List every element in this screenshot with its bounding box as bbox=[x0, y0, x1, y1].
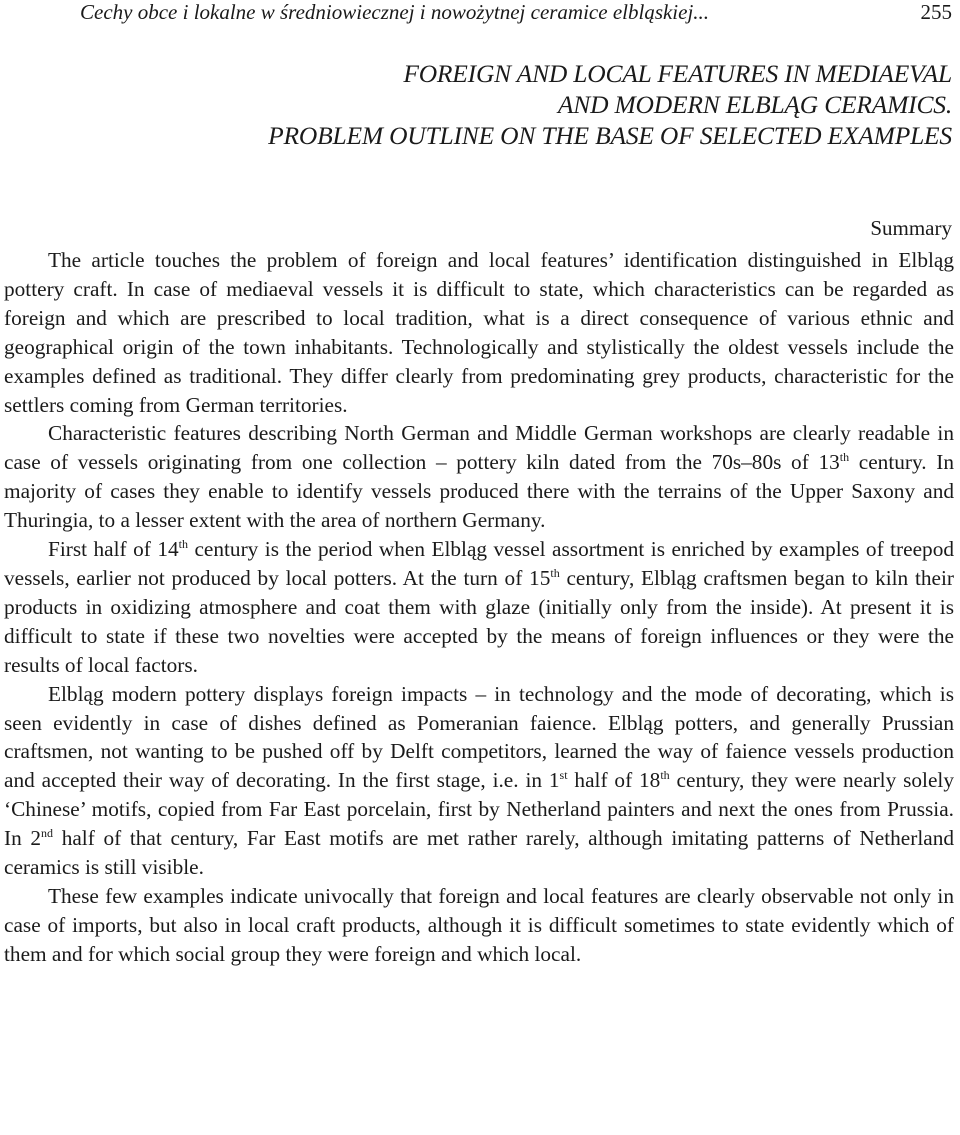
summary-body bbox=[4, 246, 954, 969]
paragraph-4 bbox=[4, 680, 954, 882]
paragraph-4-text-b: half of 18 bbox=[567, 768, 661, 793]
paragraph-3-text-a: First half of 14 bbox=[48, 537, 179, 562]
paragraph-4-text-c: century, they were nearly solely ‘Chinese’ motifs, copied from Far East porcelain, first by Netherland painters and next the ones from Prussia. In 2 bbox=[4, 768, 954, 851]
ordinal-suffix: th bbox=[660, 768, 670, 783]
running-head-title: Cechy obce i lokalne w średniowiecznej i nowożytnej ceramice elbląskiej... bbox=[80, 0, 710, 24]
paragraph-2-text-b: century. In majority of cases they enable to identify vessels produced there with the terrains of the Upper Saxony and Thuringia, to a lesser extent with the area of northern Germany. bbox=[4, 450, 954, 533]
ordinal-suffix: th bbox=[550, 565, 560, 580]
article-title bbox=[268, 58, 952, 151]
paragraph-4-text-d: half of that century, Far East motifs are met rather rarely, although imitating patterns of Netherland ceramics is still visible. bbox=[4, 826, 954, 880]
paragraph-3-text-b: century is the period when Elbląg vessel assortment is enriched by examples of treepod vessels, earlier not produced by local potters. At the turn of 15 bbox=[4, 537, 954, 590]
page-number: 255 bbox=[920, 0, 952, 24]
paragraph-4-text-a: Elbląg modern pottery displays foreign impacts – in technology and the mode of decorating, which is seen evidently in case of dishes defined as Pomeranian faience. Elbląg potters, and generally Prussian craftsmen, not wanting to be pushed off by Delft competitors, learned the way of faience vessels production and accepted their way of decorating. In the first stage, i.e. in 1 bbox=[4, 681, 954, 793]
ordinal-suffix: st bbox=[559, 768, 568, 783]
paragraph-1: The article touches the problem of foreign and local features’ identification distinguished in Elbląg pottery craft. In case of mediaeval vessels it is difficult to state, which characteristics can be regarded as foreign and which are prescribed to local tradition, what is a direct consequence of various ethnic and geographical origin of the town inhabitants. Technologically and stylistically the oldest vessels include the examples defined as traditional. They differ clearly from predominating grey products, characteristic for the settlers coming from German territories. bbox=[4, 248, 954, 417]
title-line-1: FOREIGN AND LOCAL FEATURES IN MEDIAEVAL bbox=[403, 59, 952, 88]
title-line-3: PROBLEM OUTLINE ON THE BASE OF SELECTED EXAMPLES bbox=[268, 121, 952, 150]
paragraph-2-text-a: Characteristic features describing North German and Middle German workshops are clearly readable in case of vessels originating from one collection – pottery kiln dated from the 70s–80s of 13 bbox=[4, 421, 954, 475]
section-label: Summary bbox=[870, 216, 952, 240]
paragraph-2 bbox=[4, 419, 954, 535]
paragraph-3-text-c: century, Elbląg craftsmen began to kiln their products in oxidizing atmosphere and coat them with glaze (initially only from the inside). At present it is difficult to state if these two novelties were accepted by the means of foreign influences or they were the results of local factors. bbox=[4, 565, 954, 677]
title-line-2: AND MODERN ELBLĄG CERAMICS. bbox=[557, 90, 952, 119]
ordinal-suffix: th bbox=[178, 536, 188, 551]
running-head bbox=[80, 0, 952, 30]
ordinal-suffix: th bbox=[839, 450, 850, 465]
ordinal-suffix: nd bbox=[41, 826, 54, 841]
paragraph-5: These few examples indicate univocally that foreign and local features are clearly observable not only in case of imports, but also in local craft products, although it is difficult sometimes to state evidently which of them and for which social group they were foreign and which local. bbox=[4, 883, 954, 966]
paragraph-3 bbox=[4, 535, 954, 680]
